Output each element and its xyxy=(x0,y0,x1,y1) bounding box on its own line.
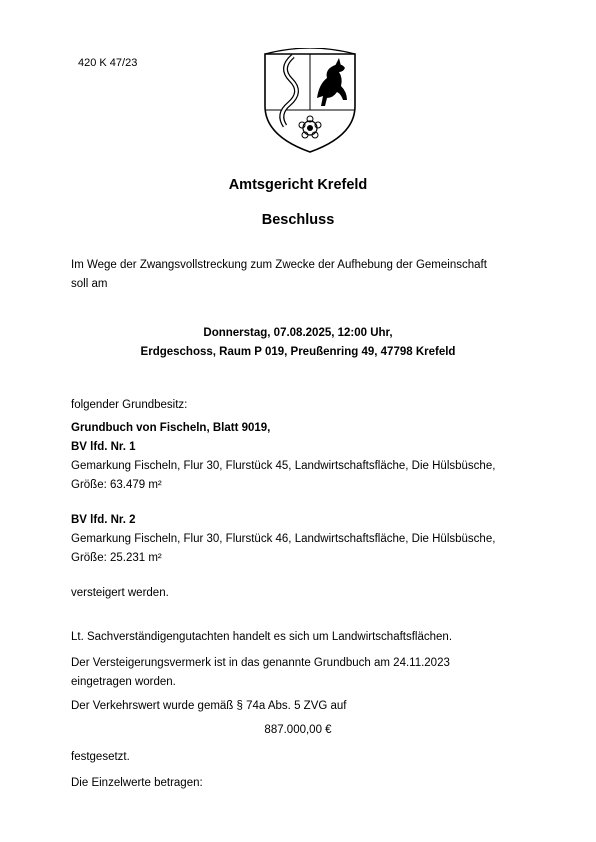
property-item-title: BV lfd. Nr. 2 xyxy=(71,514,136,526)
property-intro: folgender Grundbesitz: xyxy=(71,399,188,411)
property-item-description: Gemarkung Fischeln, Flur 30, Flurstück 46, Landwirtschaftsfläche, Die Hülsbüsche, xyxy=(71,533,496,545)
market-value-outro: festgesetzt. xyxy=(71,751,130,763)
intro-line-2: soll am xyxy=(71,278,108,290)
decision-title: Beschluss xyxy=(261,212,335,228)
hearing-date: Donnerstag, 07.08.2025, 12:00 Uhr, xyxy=(203,327,393,339)
property-item-description: Gemarkung Fischeln, Flur 30, Flurstück 45, Landwirtschaftsfläche, Die Hülsbüsche, xyxy=(71,460,496,472)
land-register: Grundbuch von Fischeln, Blatt 9019, xyxy=(71,422,271,434)
property-item-size: Größe: 25.231 m² xyxy=(71,552,162,564)
intro-line-1: Im Wege der Zwangsvollstreckung zum Zwecke der Aufhebung der Gemeinschaft xyxy=(71,259,487,271)
registration-note-line-1: Der Versteigerungsvermerk ist in das genannte Grundbuch am 24.11.2023 xyxy=(71,657,450,669)
case-number: 420 K 47/23 xyxy=(78,57,138,69)
nrw-coat-of-arms-icon xyxy=(255,48,365,156)
market-value: 887.000,00 € xyxy=(264,724,332,736)
individual-values-intro: Die Einzelwerte betragen: xyxy=(71,777,203,789)
expert-note: Lt. Sachverständigengutachten handelt es sich um Landwirtschaftsflächen. xyxy=(71,631,453,643)
market-value-intro: Der Verkehrswert wurde gemäß § 74a Abs. 5 ZVG auf xyxy=(71,700,347,712)
court-name: Amtsgericht Krefeld xyxy=(228,177,368,193)
property-item-title: BV lfd. Nr. 1 xyxy=(71,441,136,453)
property-item-size: Größe: 63.479 m² xyxy=(71,479,162,491)
property-outro: versteigert werden. xyxy=(71,587,169,599)
hearing-location: Erdgeschoss, Raum P 019, Preußenring 49, 47798 Krefeld xyxy=(140,346,456,358)
registration-note-line-2: eingetragen worden. xyxy=(71,676,176,688)
